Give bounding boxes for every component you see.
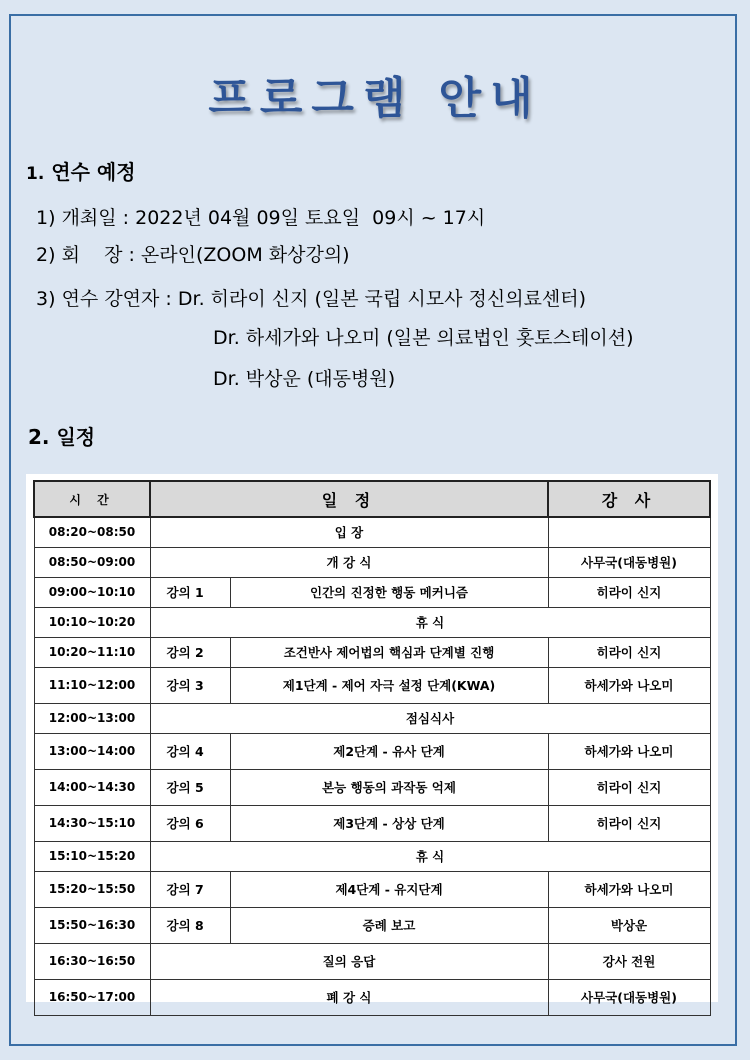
row-instructor: 하세가와 나오미 [548,733,710,769]
schedule-row [34,607,710,637]
row-time: 14:00~14:30 [34,769,150,805]
row-title: 조건반사 제어법의 핵심과 단계별 진행 [230,637,548,667]
section2-heading: 2. 일정 [28,425,96,449]
schedule-table-container [26,474,718,1005]
row-lecture: 강의 4 [150,733,230,769]
page-title: 프로그램 안내 [208,73,542,124]
row-title: 입 장 [150,517,548,547]
row-title: 제3단계 - 상상 단계 [230,805,548,841]
row-lecture: 강의 5 [150,769,230,805]
row-time: 11:10~12:00 [34,667,150,703]
row-instructor: 박상운 [548,907,710,943]
schedule-row [34,637,710,667]
row-instructor: 사무국(대동병원) [548,547,710,577]
row-title: 휴 식 [150,841,710,871]
row-time: 10:10~10:20 [34,607,150,637]
row-time: 09:00~10:10 [34,577,150,607]
row-instructor: 히라이 신지 [548,637,710,667]
info-line-speaker-3: Dr. 박상운 (대동병원) [213,368,396,390]
schedule-table [33,480,711,1016]
row-instructor: 하세가와 나오미 [548,871,710,907]
row-time: 08:20~08:50 [34,517,150,547]
row-lecture: 강의 7 [150,871,230,907]
row-time: 13:00~14:00 [34,733,150,769]
schedule-row [34,733,710,769]
schedule-row [34,517,710,547]
row-lecture: 강의 6 [150,805,230,841]
schedule-row [34,667,710,703]
row-time: 16:30~16:50 [34,943,150,979]
schedule-row [34,805,710,841]
schedule-row [34,907,710,943]
section1-number: 1. [26,164,45,184]
row-instructor: 히라이 신지 [548,805,710,841]
row-time: 12:00~13:00 [34,703,150,733]
row-time: 16:50~17:00 [34,979,150,1015]
header-time: 시 간 [34,481,150,517]
header-instructor: 강 사 [548,481,710,517]
info-line-speaker-1: 3) 연수 강연자 : Dr. 히라이 신지 (일본 국립 시모사 정신의료센터) [30,288,587,310]
row-instructor: 히라이 신지 [548,769,710,805]
row-time: 15:10~15:20 [34,841,150,871]
row-title: 제1단계 - 제어 자극 설정 단계(KWA) [230,667,548,703]
info-line-date: 1) 개최일 : 2022년 04월 09일 토요일 09시 ~ 17시 [30,207,486,229]
section1-heading [26,156,136,185]
row-time: 14:30~15:10 [34,805,150,841]
row-title: 질의 응답 [150,943,548,979]
row-instructor [548,517,710,547]
row-lecture: 강의 8 [150,907,230,943]
row-lecture: 강의 1 [150,577,230,607]
info-line-venue: 2) 회 장 : 온라인(ZOOM 화상강의) [30,244,350,266]
info-line-speaker-2: Dr. 하세가와 나오미 (일본 의료법인 홋토스테이션) [213,327,634,349]
row-title: 개 강 식 [150,547,548,577]
header-program: 일 정 [150,481,548,517]
row-title: 본능 행동의 과작동 억제 [230,769,548,805]
row-time: 08:50~09:00 [34,547,150,577]
row-time: 15:20~15:50 [34,871,150,907]
row-title: 인간의 진정한 행동 메커니즘 [230,577,548,607]
row-instructor: 하세가와 나오미 [548,667,710,703]
row-time: 10:20~11:10 [34,637,150,667]
section1-title: 연수 예정 [51,160,136,184]
row-title: 제4단계 - 유지단계 [230,871,548,907]
row-lecture: 강의 3 [150,667,230,703]
row-instructor: 강사 전원 [548,943,710,979]
row-title: 점심식사 [150,703,710,733]
schedule-row [34,547,710,577]
row-time: 15:50~16:30 [34,907,150,943]
row-title: 폐 강 식 [150,979,548,1015]
row-instructor: 사무국(대동병원) [548,979,710,1015]
row-lecture: 강의 2 [150,637,230,667]
row-title: 증례 보고 [230,907,548,943]
row-title: 휴 식 [150,607,710,637]
schedule-row [34,703,710,733]
row-title: 제2단계 - 유사 단계 [230,733,548,769]
schedule-row [34,871,710,907]
schedule-row [34,979,710,1015]
schedule-row [34,769,710,805]
schedule-row [34,841,710,871]
schedule-row [34,577,710,607]
row-instructor: 히라이 신지 [548,577,710,607]
schedule-body [34,517,710,1015]
schedule-row [34,943,710,979]
